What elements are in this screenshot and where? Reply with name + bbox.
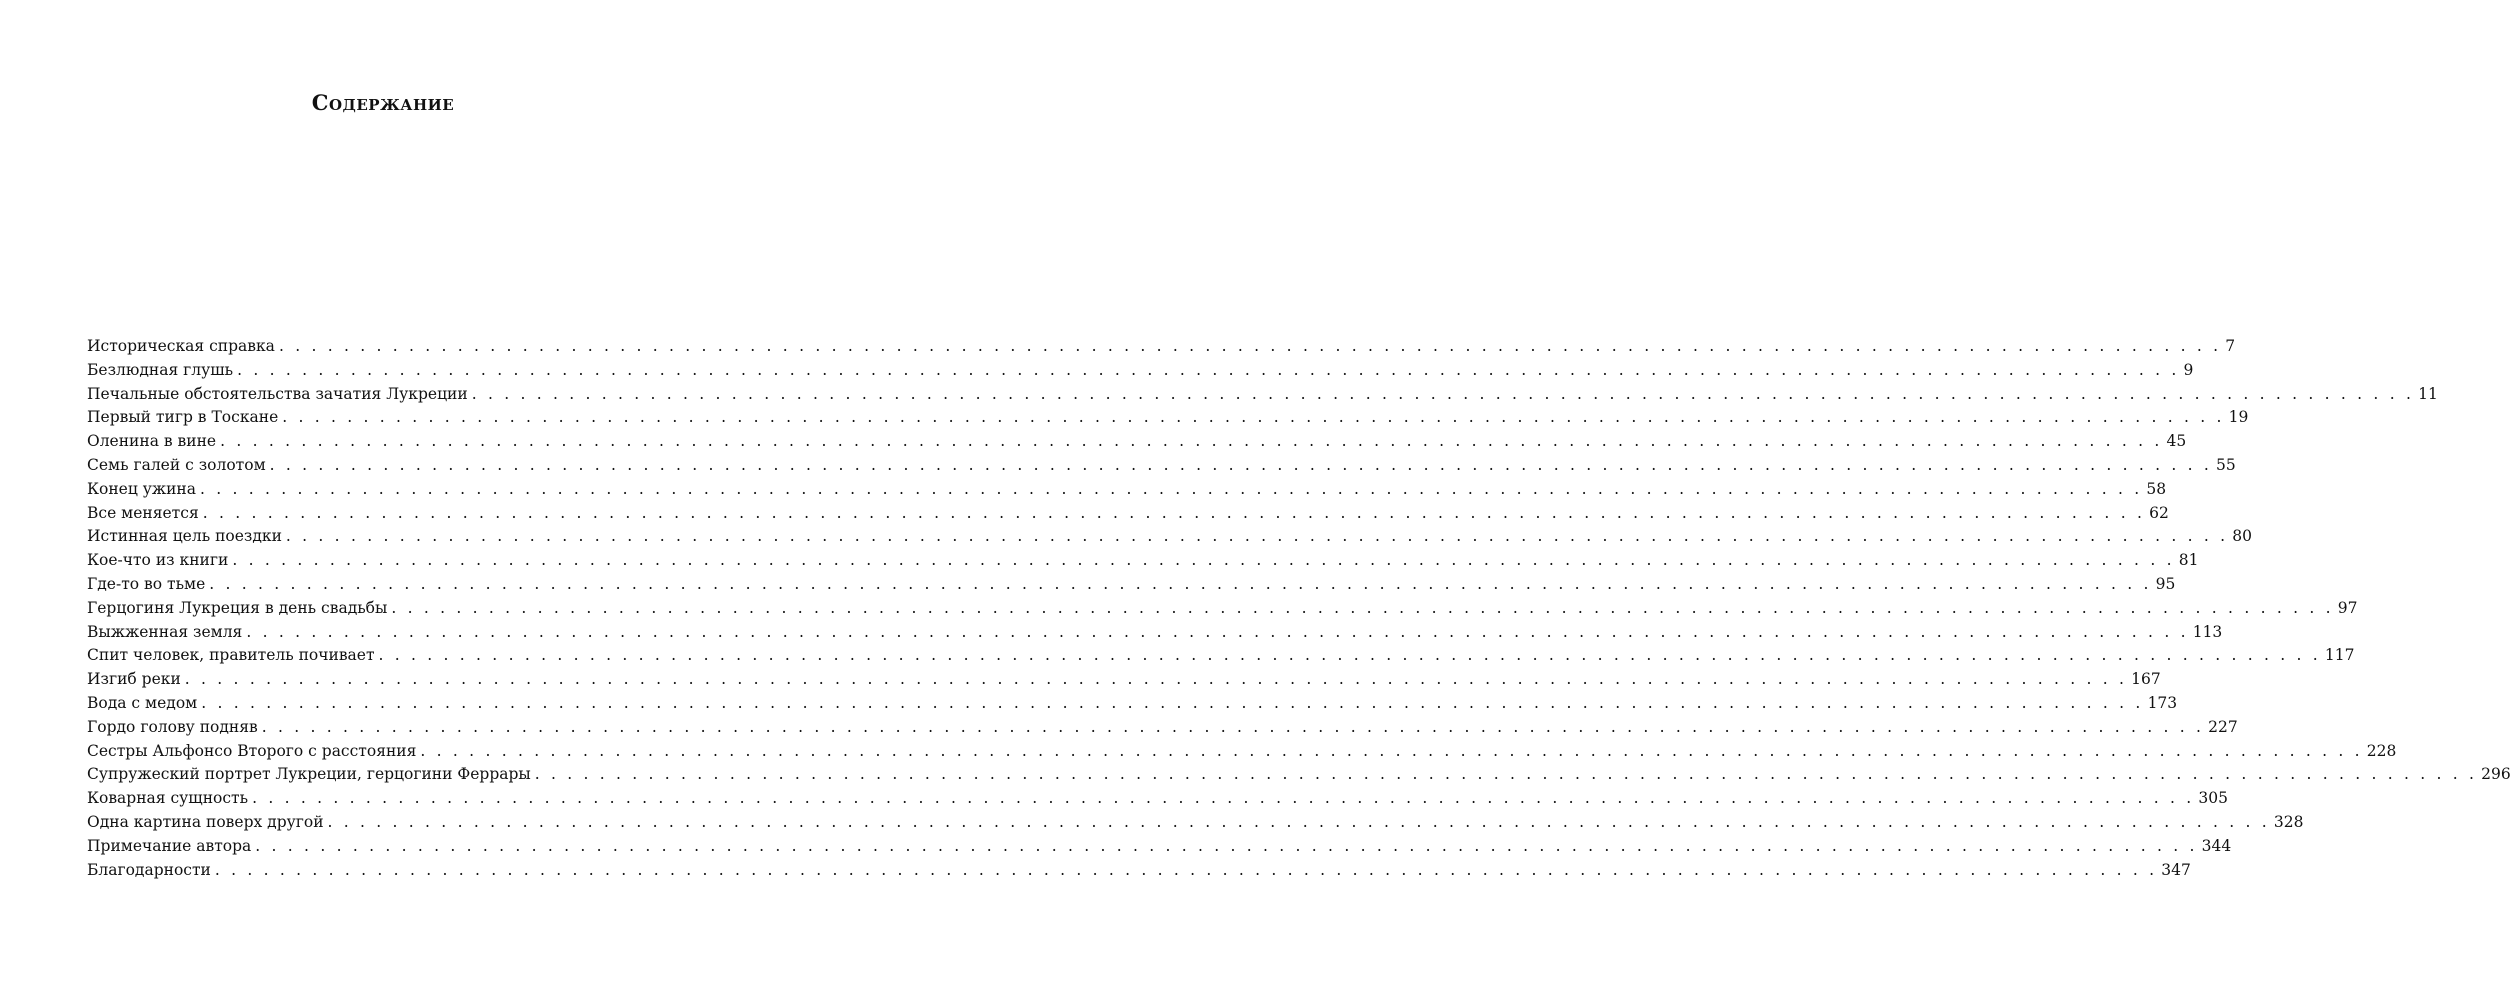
toc-entry-page-number: 55 [2216, 455, 2236, 474]
toc-entry-title: Где-то во тьме [87, 574, 206, 593]
toc-entry [87, 430, 2187, 454]
toc-entry-title: Первый тигр в Тоскане [87, 408, 279, 427]
toc-entry [87, 597, 2358, 621]
toc-entry-page-number: 62 [2149, 503, 2169, 522]
toc-entry-title: Супружеский портрет Лукреции, герцогини Феррары [87, 765, 531, 784]
toc-entry-page-number: 328 [2273, 812, 2304, 831]
toc-entry-title: Изгиб реки [87, 670, 181, 689]
toc-entry [87, 406, 2249, 430]
toc-entry-page-number: 305 [2198, 789, 2229, 808]
toc-dot-leader: . . . . . . . . . . . . . . . . . . . . . . . . . . . . . . . . . . . . . . . . . . . . . . . . . . . . . . . . . . . . . . . . . . . . . . . . . . . . . . . . . . . . . . . . . . . . . . . . . . . . . . . . . . . . . . . . . . . . . . . . [232, 551, 2175, 570]
toc-dot-leader: . . . . . . . . . . . . . . . . . . . . . . . . . . . . . . . . . . . . . . . . . . . . . . . . . . . . . . . . . . . . . . . . . . . . . . . . . . . . . . . . . . . . . . . . . . . . . . . . . . . . . . . . . . . . . . . . . . . . . . . . [255, 836, 2198, 855]
toc-dot-leader: . . . . . . . . . . . . . . . . . . . . . . . . . . . . . . . . . . . . . . . . . . . . . . . . . . . . . . . . . . . . . . . . . . . . . . . . . . . . . . . . . . . . . . . . . . . . . . . . . . . . . . . . . . . . . . . . . . . . . . . . [420, 741, 2363, 760]
toc-entry [87, 383, 2438, 407]
toc-entry-page-number: 45 [2166, 432, 2187, 451]
toc-dot-leader: . . . . . . . . . . . . . . . . . . . . . . . . . . . . . . . . . . . . . . . . . . . . . . . . . . . . . . . . . . . . . . . . . . . . . . . . . . . . . . . . . . . . . . . . . . . . . . . . . . . . . . . . . . . . . . . . . . . . . . . . [261, 717, 2205, 736]
toc-entry [87, 549, 2199, 573]
toc-entry-page-number: 227 [2208, 717, 2238, 736]
toc-entry-title: Безлюдная глушь [87, 360, 234, 379]
toc-dot-leader: . . . . . . . . . . . . . . . . . . . . . . . . . . . . . . . . . . . . . . . . . . . . . . . . . . . . . . . . . . . . . . . . . . . . . . . . . . . . . . . . . . . . . . . . . . . . . . . . . . . . . . . . . . . . . . . . . . . . . . . . [184, 670, 2128, 689]
toc-entry-title: Спит человек, правитель почивает [87, 646, 375, 665]
toc-dot-leader: . . . . . . . . . . . . . . . . . . . . . . . . . . . . . . . . . . . . . . . . . . . . . . . . . . . . . . . . . . . . . . . . . . . . . . . . . . . . . . . . . . . . . . . . . . . . . . . . . . . . . . . . . . . . . . . . . . . . . . . . [201, 693, 2144, 712]
toc-entry [87, 454, 2236, 478]
toc-entry-title: Конец ужина [87, 479, 197, 498]
toc-entry-page-number: 344 [2201, 836, 2232, 855]
toc-dot-leader: . . . . . . . . . . . . . . . . . . . . . . . . . . . . . . . . . . . . . . . . . . . . . . . . . . . . . . . . . . . . . . . . . . . . . . . . . . . . . . . . . . . . . . . . . . . . . . . . . . . . . . . . . . . . . . . . . . . . . . . . [200, 479, 2143, 498]
toc-dot-leader: . . . . . . . . . . . . . . . . . . . . . . . . . . . . . . . . . . . . . . . . . . . . . . . . . . . . . . . . . . . . . . . . . . . . . . . . . . . . . . . . . . . . . . . . . . . . . . . . . . . . . . . . . . . . . . . . . . . . . . . . [214, 860, 2158, 879]
toc-entry [87, 763, 2511, 787]
toc-dot-leader: . . . . . . . . . . . . . . . . . . . . . . . . . . . . . . . . . . . . . . . . . . . . . . . . . . . . . . . . . . . . . . . . . . . . . . . . . . . . . . . . . . . . . . . . . . . . . . . . . . . . . . . . . . . . . . . . . . . . . . . . [269, 455, 2212, 474]
toc-dot-leader: . . . . . . . . . . . . . . . . . . . . . . . . . . . . . . . . . . . . . . . . . . . . . . . . . . . . . . . . . . . . . . . . . . . . . . . . . . . . . . . . . . . . . . . . . . . . . . . . . . . . . . . . . . . . . . . . . . . . . . . . [202, 503, 2146, 522]
page-title: Содержание [311, 90, 455, 115]
toc-entry-page-number: 19 [2228, 408, 2249, 427]
toc-entry-page-number: 173 [2147, 693, 2178, 712]
toc-entry [87, 525, 2253, 549]
toc-entry-page-number: 296 [2481, 765, 2511, 784]
toc-entry-title: Выжженная земля [87, 622, 243, 641]
toc-entry [87, 644, 2355, 668]
toc-entry-title: Герцогиня Лукреция в день свадьбы [87, 598, 388, 617]
toc-entry [87, 359, 2194, 383]
toc-entry-page-number: 97 [2337, 598, 2358, 617]
toc-entry-title: Вода с медом [87, 693, 198, 712]
toc-dot-leader: . . . . . . . . . . . . . . . . . . . . . . . . . . . . . . . . . . . . . . . . . . . . . . . . . . . . . . . . . . . . . . . . . . . . . . . . . . . . . . . . . . . . . . . . . . . . . . . . . . . . . . . . . . . . . . . . . . . . . . . . [252, 789, 2195, 808]
toc-entry-page-number: 117 [2324, 646, 2355, 665]
toc-entry [87, 787, 2229, 811]
toc-dot-leader: . . . . . . . . . . . . . . . . . . . . . . . . . . . . . . . . . . . . . . . . . . . . . . . . . . . . . . . . . . . . . . . . . . . . . . . . . . . . . . . . . . . . . . . . . . . . . . . . . . . . . . . . . . . . . . . . . . . . . . . . [391, 598, 2334, 617]
toc-dot-leader: . . . . . . . . . . . . . . . . . . . . . . . . . . . . . . . . . . . . . . . . . . . . . . . . . . . . . . . . . . . . . . . . . . . . . . . . . . . . . . . . . . . . . . . . . . . . . . . . . . . . . . . . . . . . . . . . . . . . . . . . [237, 360, 2180, 379]
toc-dot-leader: . . . . . . . . . . . . . . . . . . . . . . . . . . . . . . . . . . . . . . . . . . . . . . . . . . . . . . . . . . . . . . . . . . . . . . . . . . . . . . . . . . . . . . . . . . . . . . . . . . . . . . . . . . . . . . . . . . . . . . . . [327, 812, 2270, 831]
toc-entry-title: Примечание автора [87, 836, 252, 855]
toc-entry [87, 811, 2304, 835]
toc-entry [87, 859, 2191, 883]
toc-entry-title: Печальные обстоятельства зачатия Лукреции [87, 384, 468, 403]
toc-entry-title: Благодарности [87, 860, 211, 879]
toc-dot-leader: . . . . . . . . . . . . . . . . . . . . . . . . . . . . . . . . . . . . . . . . . . . . . . . . . . . . . . . . . . . . . . . . . . . . . . . . . . . . . . . . . . . . . . . . . . . . . . . . . . . . . . . . . . . . . . . . . . . . . . . . [246, 622, 2189, 641]
toc-dot-leader: . . . . . . . . . . . . . . . . . . . . . . . . . . . . . . . . . . . . . . . . . . . . . . . . . . . . . . . . . . . . . . . . . . . . . . . . . . . . . . . . . . . . . . . . . . . . . . . . . . . . . . . . . . . . . . . . . . . . . . . . [378, 646, 2321, 665]
toc-entry-page-number: 7 [2225, 337, 2236, 355]
toc-entry-title: Кое-что из книги [87, 551, 229, 570]
toc-entry [87, 335, 2236, 359]
toc-entry [87, 478, 2167, 502]
toc-entry-title: Оленина в вине [87, 432, 217, 451]
toc-entry-title: Истинная цель поездки [87, 527, 282, 546]
toc-entry-title: Коварная сущность [87, 789, 249, 808]
toc-entry-page-number: 347 [2161, 860, 2191, 879]
toc-entry [87, 835, 2232, 859]
toc-entry-page-number: 228 [2366, 741, 2397, 760]
toc-entry-page-number: 9 [2183, 360, 2194, 379]
table-of-contents [87, 335, 2511, 882]
toc-entry-page-number: 113 [2192, 622, 2223, 641]
toc-entry-page-number: 58 [2146, 479, 2167, 498]
toc-entry-title: Историческая справка [87, 337, 275, 355]
toc-entry [87, 692, 2178, 716]
toc-entry-title: Семь галей с золотом [87, 455, 266, 474]
toc-entry-page-number: 81 [2178, 551, 2199, 570]
toc-entry-page-number: 167 [2131, 670, 2161, 689]
toc-entry-page-number: 80 [2232, 527, 2253, 546]
toc-entry [87, 573, 2176, 597]
toc-entry-title: Одна картина поверх другой [87, 812, 324, 831]
toc-dot-leader: . . . . . . . . . . . . . . . . . . . . . . . . . . . . . . . . . . . . . . . . . . . . . . . . . . . . . . . . . . . . . . . . . . . . . . . . . . . . . . . . . . . . . . . . . . . . . . . . . . . . . . . . . . . . . . . . . . . . . . . . [285, 527, 2229, 546]
toc-dot-leader: . . . . . . . . . . . . . . . . . . . . . . . . . . . . . . . . . . . . . . . . . . . . . . . . . . . . . . . . . . . . . . . . . . . . . . . . . . . . . . . . . . . . . . . . . . . . . . . . . . . . . . . . . . . . . . . . . . . . . . . . [209, 574, 2152, 593]
toc-dot-leader: . . . . . . . . . . . . . . . . . . . . . . . . . . . . . . . . . . . . . . . . . . . . . . . . . . . . . . . . . . . . . . . . . . . . . . . . . . . . . . . . . . . . . . . . . . . . . . . . . . . . . . . . . . . . . . . . . . . . . . . . [534, 765, 2478, 784]
toc-entry-page-number: 11 [2418, 384, 2438, 403]
toc-entry-title: Сестры Альфонсо Второго с расстояния [87, 741, 417, 760]
toc-dot-leader: . . . . . . . . . . . . . . . . . . . . . . . . . . . . . . . . . . . . . . . . . . . . . . . . . . . . . . . . . . . . . . . . . . . . . . . . . . . . . . . . . . . . . . . . . . . . . . . . . . . . . . . . . . . . . . . . . . . . . . . . [282, 408, 2225, 427]
toc-entry [87, 716, 2238, 740]
toc-entry-title: Гордо голову подняв [87, 717, 258, 736]
toc-dot-leader: . . . . . . . . . . . . . . . . . . . . . . . . . . . . . . . . . . . . . . . . . . . . . . . . . . . . . . . . . . . . . . . . . . . . . . . . . . . . . . . . . . . . . . . . . . . . . . . . . . . . . . . . . . . . . . . . . . . . . . . . [220, 432, 2163, 451]
toc-entry [87, 502, 2169, 526]
toc-dot-leader: . . . . . . . . . . . . . . . . . . . . . . . . . . . . . . . . . . . . . . . . . . . . . . . . . . . . . . . . . . . . . . . . . . . . . . . . . . . . . . . . . . . . . . . . . . . . . . . . . . . . . . . . . . . . . . . . . . . . . . . . [278, 337, 2222, 355]
toc-entry [87, 740, 2397, 764]
toc-entry [87, 621, 2223, 645]
toc-entry [87, 668, 2161, 692]
toc-dot-leader: . . . . . . . . . . . . . . . . . . . . . . . . . . . . . . . . . . . . . . . . . . . . . . . . . . . . . . . . . . . . . . . . . . . . . . . . . . . . . . . . . . . . . . . . . . . . . . . . . . . . . . . . . . . . . . . . . . . . . . . . [471, 384, 2415, 403]
toc-entry-page-number: 95 [2155, 574, 2176, 593]
toc-entry-title: Все меняется [87, 503, 199, 522]
